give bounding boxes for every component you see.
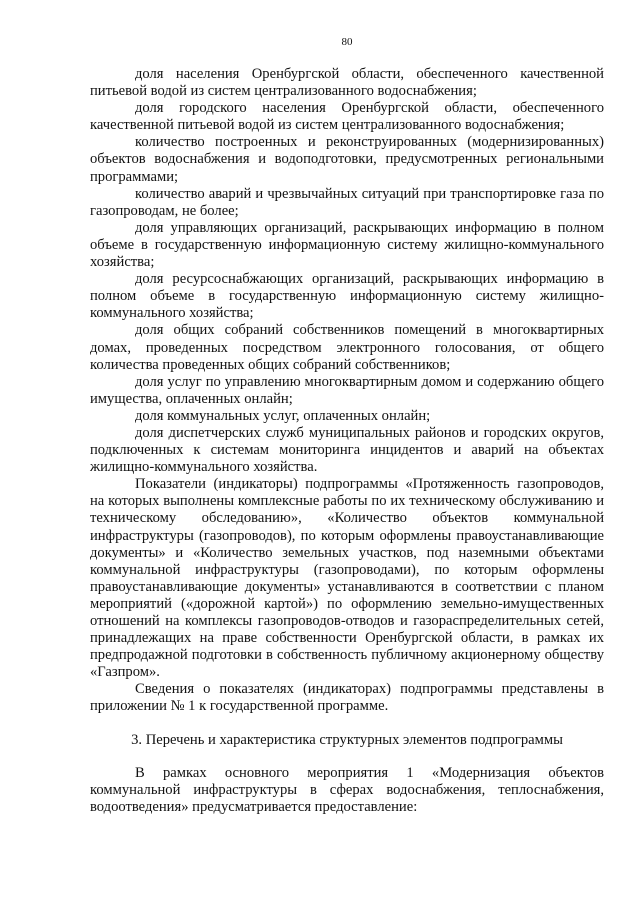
page-number: 80 — [341, 36, 353, 48]
list-item: доля управляющих организаций, раскрывающих информацию в полном объеме в государственную информационную систему жилищно-коммунального хозяйства; — [90, 219, 604, 271]
document-page — [90, 36, 604, 816]
list-item: доля диспетчерских служб муниципальных районов и городских округов, подключенных к системам мониторинга инцидентов и аварий на объектах жилищно-коммунального хозяйства. — [90, 424, 604, 476]
list-item: доля общих собраний собственников помещений в многоквартирных домах, проведенных посредством электронного голосования, от общего количества проведенных общих собраний собственников; — [90, 322, 604, 373]
info-paragraph: Сведения о показателях (индикаторах) подпрограммы представлены в приложении № 1 к государственной программе. — [90, 681, 604, 715]
indicators-paragraph: Показатели (индикаторы) подпрограммы «Протяженность газопроводов, на которых выполнены комплексные работы по их техническому обслуживанию и техническому обследованию», «Количество объектов коммунальной инфраструктуры (газопроводов), по которым оформлены правоустанавливающие документы» и «Количество земельных участков, под наземными объектами коммунальной инфраструктуры (газопроводами), по которым оформлены правоустанавливающие документы» устанавливаются в соответствии с планом мероприятий («дорожной картой») по оформлению земельно-имущественных отношений на комплексы газопроводов-отводов и газораспределительных сетей, принадлежащих на праве собственности Оренбургской области, в рамках их предпродажной подготовки в собственность публичному акционерному обществу «Газпром». — [90, 476, 604, 681]
list-item: доля ресурсоснабжающих организаций, раскрывающих информацию в полном объеме в государственную информационную систему жилищно-коммунального хозяйства; — [90, 271, 604, 322]
final-paragraph: В рамках основного мероприятия 1 «Модернизация объектов коммунальной инфраструктуры в сферах водоснабжения, теплоснабжения, водоотведения» предусматривается предоставление: — [90, 764, 604, 815]
list-item: доля населения Оренбургской области, обеспеченного качественной питьевой водой из систем централизованного водоснабжения; — [90, 66, 604, 100]
list-item: количество аварий и чрезвычайных ситуаций при транспортировке газа по газопроводам, не более; — [90, 185, 604, 219]
list-item: доля городского населения Оренбургской области, обеспеченного качественной питьевой водой из систем централизованного водоснабжения; — [90, 100, 604, 134]
list-item: доля коммунальных услуг, оплаченных онлайн; — [135, 407, 431, 424]
list-item: количество построенных и реконструированных (модернизированных) объектов водоснабжения и водоподготовки, предусмотренных региональными программами; — [90, 134, 604, 185]
section-heading: 3. Перечень и характеристика структурных элементов подпрограммы — [131, 731, 563, 748]
list-item: доля услуг по управлению многоквартирным домом и содержанию общего имущества, оплаченных онлайн; — [90, 373, 604, 407]
